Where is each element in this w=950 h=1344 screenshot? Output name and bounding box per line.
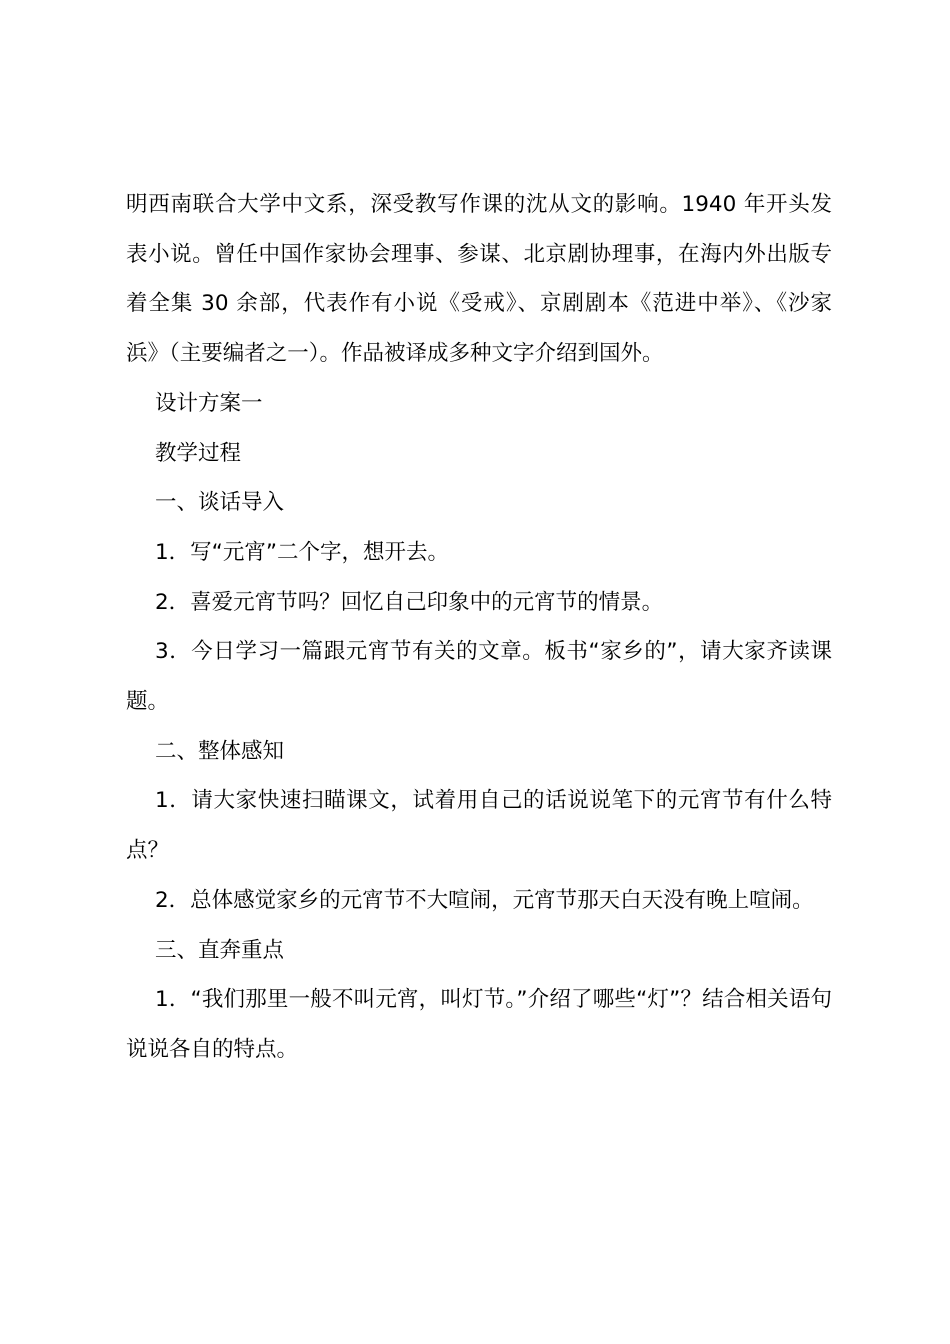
paragraph-author-bio: 明西南联合大学中文系，深受教写作课的沈从文的影响。1940 年开头发表小说。曾任中国作家协会理事、参谋、北京剧协理事，在海内外出版专着全集 30 余部，代表作有小说《受戒》、京剧剧本《范进中举》、《沙家浜》（主要编者之一）。作品被译成多种文字介绍到国外。: [126, 192, 832, 367]
document-body: [126, 180, 832, 1075]
list-item: 2．总体感觉家乡的元宵节不大喧闹，元宵节那天白天没有晚上喧闹。: [155, 887, 814, 913]
section-heading-intro: 一、谈话导入: [155, 490, 285, 516]
list-item: 1．写“元宵”二个字，想开去。: [155, 539, 449, 565]
heading-teaching-process: 教学过程: [155, 440, 242, 466]
section-heading-focus: 三、直奔重点: [155, 937, 285, 963]
list-item: 3．今日学习一篇跟元宵节有关的文章。板书“家乡的”，请大家齐读课题。: [126, 639, 832, 715]
list-item: 1．“我们那里一般不叫元宵，叫灯节。”介绍了哪些“灯”？结合相关语句说说各自的特点。: [126, 987, 832, 1062]
list-item: 2．喜爱元宵节吗？回忆自己印象中的元宵节的情景。: [155, 589, 664, 615]
list-item: 1．请大家快速扫瞄课文，试着用自己的话说说笔下的元宵节有什么特点？: [126, 788, 832, 864]
heading-design-plan: 设计方案一: [155, 390, 263, 416]
section-heading-overview: 二、整体感知: [155, 738, 285, 764]
